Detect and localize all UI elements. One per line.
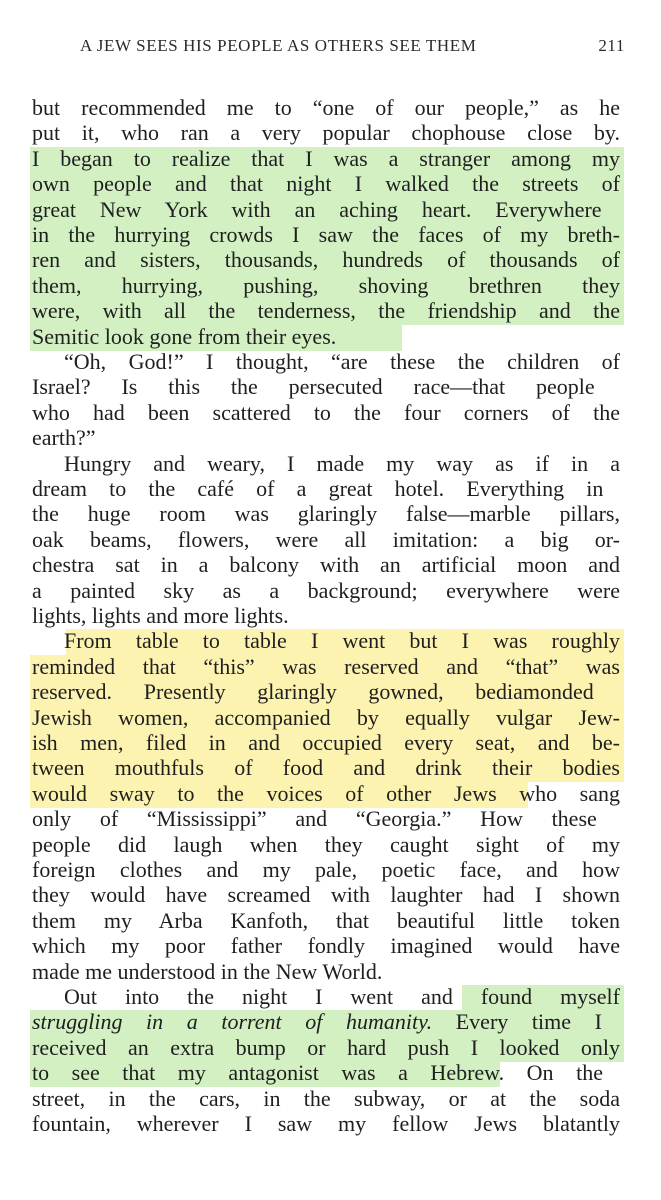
line-text: were, with all the tenderness, the friendship and the — [32, 298, 620, 324]
line-text: lights, lights and more lights. — [32, 603, 289, 628]
text-line — [0, 197, 661, 223]
line-text: put it, who ran a very popular chophouse close by. — [32, 120, 620, 146]
text-line — [0, 679, 661, 705]
line-text: chestra sat in a balcony with an artificial moon and — [32, 552, 620, 578]
text-line — [0, 1009, 661, 1035]
line-text: Israel? Is this the persecuted race—that people — [32, 374, 595, 400]
line-text: Hungry and weary, I made my way as if in a — [64, 450, 620, 476]
text-line — [0, 222, 661, 248]
line-text: reserved. Presently glaringly gowned, bediamonded — [32, 679, 594, 705]
line-text: Semitic look gone from their eyes. — [32, 323, 337, 349]
text-line — [0, 171, 661, 197]
line-text: I began to realize that I was a stranger among my — [32, 145, 620, 171]
line-text: struggling in a torrent of humanity. Every time I — [32, 1009, 602, 1035]
text-line — [0, 628, 661, 654]
text-line — [0, 425, 661, 451]
text-line — [0, 1035, 661, 1061]
text-line — [0, 400, 661, 426]
text-line — [0, 933, 661, 959]
line-text: Jewish women, accompanied by equally vulgar Jew- — [32, 704, 620, 730]
line-text: fountain, wherever I saw my fellow Jews blatantly — [32, 1111, 620, 1136]
line-text: people did laugh when they caught sight of my — [32, 831, 620, 857]
text-line — [0, 298, 661, 324]
text-line — [0, 578, 661, 604]
line-text: ish men, filed in and occupied every seat, and be- — [32, 730, 620, 755]
line-text: but recommended me to “one of our people,” as he — [32, 95, 620, 120]
text-line — [0, 273, 661, 299]
line-text: dream to the café of a great hotel. Everything in — [32, 476, 604, 501]
line-text: them my Arba Kanfoth, that beautiful little token — [32, 907, 620, 933]
text-line — [0, 476, 661, 502]
text-line — [0, 908, 661, 934]
text-line — [0, 1111, 661, 1137]
text-line — [0, 603, 661, 629]
line-text: which my poor father fondly imagined would have — [32, 933, 620, 959]
text-line — [0, 730, 661, 756]
text-line — [0, 857, 661, 883]
text-line — [0, 501, 661, 527]
text-line — [0, 120, 661, 146]
line-text: the huge room was glaringly false—marble pillars, — [32, 501, 620, 527]
line-text: only of “Mississippi” and “Georgia.” How these — [32, 806, 597, 832]
line-text: oak beams, flowers, were all imitation: a big or- — [32, 526, 620, 552]
text-line — [0, 552, 661, 578]
text-line — [0, 959, 661, 985]
line-text: to see that my antagonist was a Hebrew. On the — [32, 1060, 603, 1086]
text-line — [0, 705, 661, 731]
text-line — [0, 781, 661, 807]
text-line — [0, 832, 661, 858]
text-line — [0, 1060, 661, 1086]
line-text: foreign clothes and my pale, poetic face, and how — [32, 857, 620, 882]
line-text: would sway to the voices of other Jews who sang — [32, 780, 620, 806]
line-text: who had been scattered to the four corners of the — [32, 399, 620, 425]
line-text: ren and sisters, thousands, hundreds of thousands of — [32, 247, 620, 273]
line-text: own people and that night I walked the streets of — [32, 171, 620, 197]
line-text: reminded that “this” was reserved and “that” was — [32, 653, 620, 679]
text-line — [0, 95, 661, 121]
text-line — [0, 882, 661, 908]
text-line — [0, 374, 661, 400]
line-text: in the hurrying crowds I saw the faces of my breth- — [32, 222, 620, 247]
line-text: From table to table I went but I was roughly — [64, 628, 620, 654]
line-text: a painted sky as a background; everywhere were — [32, 577, 620, 603]
line-text: them, hurrying, pushing, shoving brethren they — [32, 272, 620, 298]
line-text: Out into the night I went and found myself — [64, 984, 620, 1009]
line-text: tween mouthfuls of food and drink their bodies — [32, 755, 620, 781]
text-line — [0, 1086, 661, 1112]
text-line — [0, 247, 661, 273]
text-line — [0, 755, 661, 781]
page-number: 211 — [598, 36, 625, 55]
text-line — [0, 451, 661, 477]
line-text: received an extra bump or hard push I looked only — [32, 1034, 620, 1060]
text-line — [0, 324, 661, 350]
text-line — [0, 806, 661, 832]
text-line — [0, 984, 661, 1010]
text-line — [0, 146, 661, 172]
page-header — [40, 32, 625, 62]
line-text: earth?” — [32, 425, 96, 451]
line-text: street, in the cars, in the subway, or at the soda — [32, 1085, 620, 1111]
line-text: made me understood in the New World. — [32, 958, 383, 984]
line-text: they would have screamed with laughter had I shown — [32, 882, 620, 908]
line-text: great New York with an aching heart. Everywhere — [32, 196, 602, 222]
running-title: A JEW SEES HIS PEOPLE AS OTHERS SEE THEM — [80, 36, 477, 55]
text-line — [0, 654, 661, 680]
line-text: “Oh, God!” I thought, “are these the children of — [64, 349, 620, 374]
text-line — [0, 527, 661, 553]
text-line — [0, 349, 661, 375]
